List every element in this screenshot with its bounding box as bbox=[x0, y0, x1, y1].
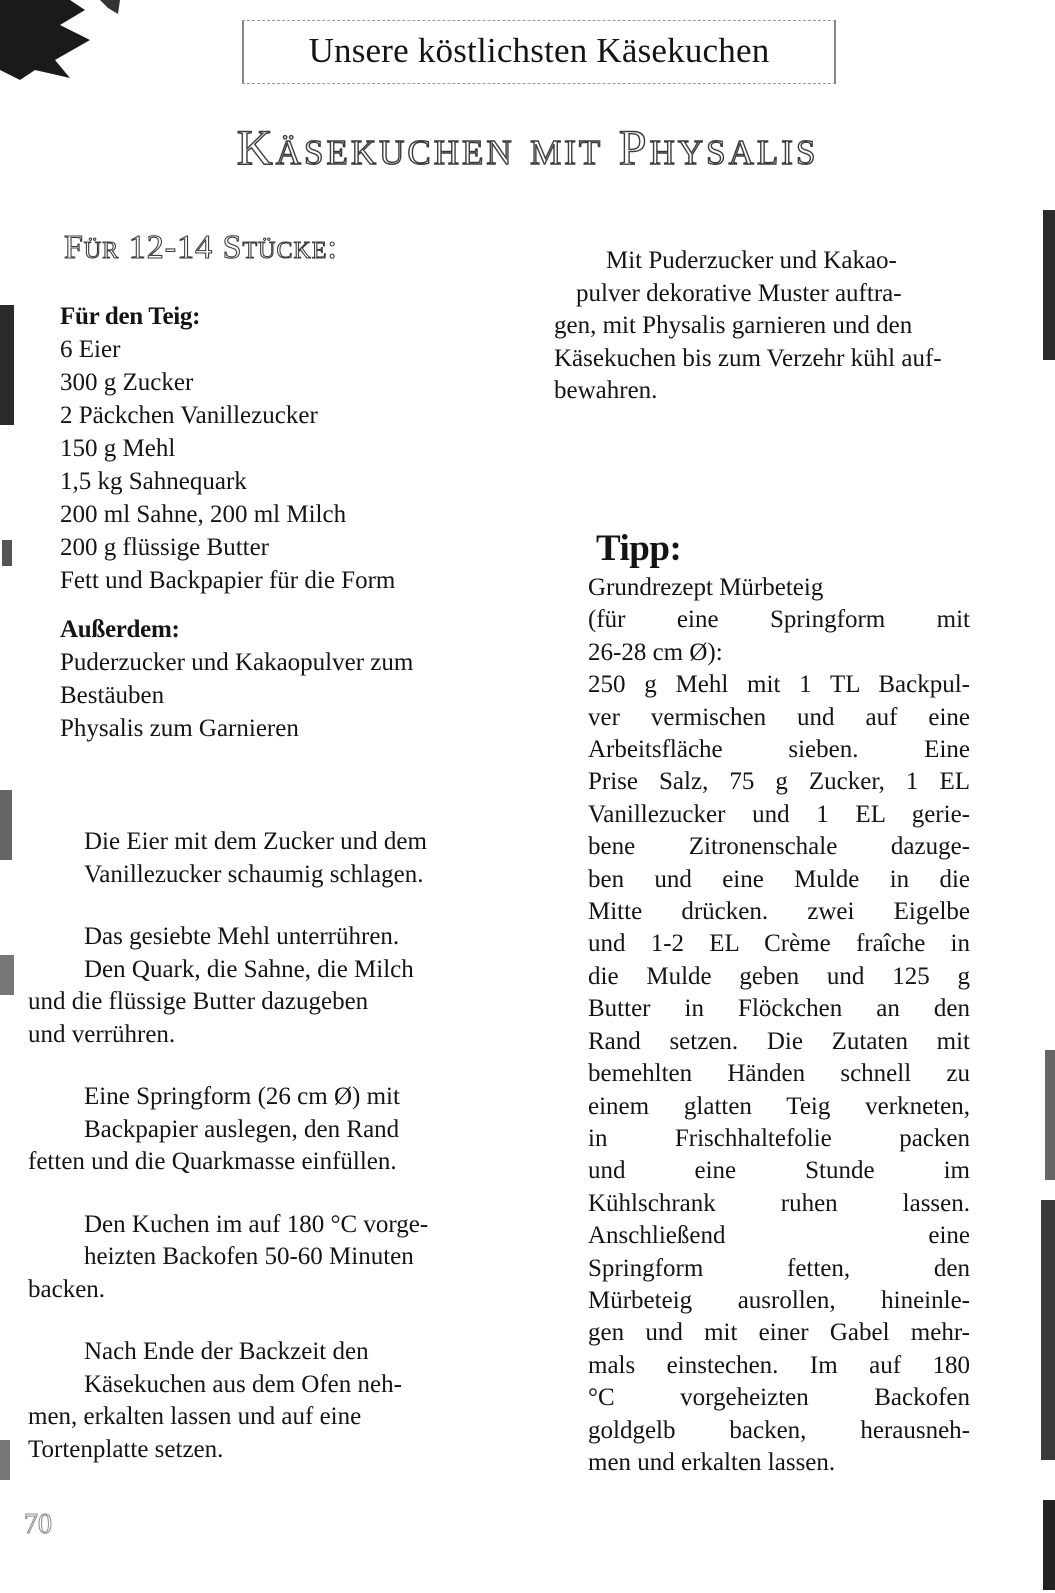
ingredient-item: 300 g Zucker bbox=[60, 369, 194, 396]
ingredients bbox=[60, 300, 520, 745]
extras-line: Bestäuben bbox=[60, 682, 165, 709]
ingredient-item: 150 g Mehl bbox=[60, 435, 176, 462]
instruction-step: Den Kuchen im auf 180 °C vorge- heizten Backofen 50-60 Minuten backen. bbox=[28, 1210, 429, 1303]
instruction-step: Nach Ende der Backzeit den Käsekuchen aus dem Ofen neh- men, erkalten lassen und auf eine Tortenplatte setzen. bbox=[28, 1338, 402, 1463]
scan-artifact-right-edge bbox=[1035, 0, 1055, 1593]
instruction-step: Das gesiebte Mehl unterrühren. bbox=[84, 923, 400, 950]
chapter-header bbox=[242, 20, 836, 84]
extras-line: Puderzucker und Kakaopulver zum bbox=[60, 649, 414, 676]
instruction-step: Die Eier mit dem Zucker und dem Vanillezucker schaumig schlagen. bbox=[84, 828, 427, 888]
scan-artifact-left-edge bbox=[0, 0, 20, 1593]
instruction-step: Den Quark, die Sahne, die Milch und die flüssige Butter dazugeben und verrühren. bbox=[28, 955, 414, 1048]
ingredient-item: 1,5 kg Sahnequark bbox=[60, 468, 247, 495]
ingredient-item: 200 ml Sahne, 200 ml Milch bbox=[60, 501, 347, 528]
ingredient-item: Fett und Backpapier für die Form bbox=[60, 567, 396, 594]
recipe-title: Käsekuchen mit Physalis bbox=[236, 119, 819, 175]
ingredient-item: 6 Eier bbox=[60, 336, 121, 363]
ingredient-item: 2 Päckchen Vanillezucker bbox=[60, 402, 318, 429]
tip-heading: Tipp: bbox=[596, 528, 682, 569]
instructions bbox=[28, 826, 498, 1496]
chapter-title: Unsere köstlichsten Käsekuchen bbox=[308, 31, 770, 70]
extras-line: Physalis zum Garnieren bbox=[60, 715, 299, 742]
extras-heading: Außerdem: bbox=[60, 616, 180, 643]
instruction-step-final: Mit Puderzucker und Kakao- pulver dekorative Muster auftra- gen, mit Physalis garnieren und den Käsekuchen bis zum Verzehr kühl auf- bewahren. bbox=[554, 247, 942, 404]
ingredient-item: 200 g flüssige Butter bbox=[60, 534, 270, 561]
instruction-step: Eine Springform (26 cm Ø) mit Backpapier auslegen, den Rand fetten und die Quarkmasse einfüllen. bbox=[28, 1083, 400, 1175]
dough-heading: Für den Teig: bbox=[60, 303, 201, 330]
yield-label: Für 12-14 Stücke: bbox=[64, 229, 338, 266]
tip-text: Grundrezept Mürbeteig (für eine Springform mit 26-28 cm Ø): 250 g Mehl mit 1 TL Backpul- ver vermischen und auf eine Arbeitsfläche sieben. Eine Prise Salz, 75 g Zucker, 1 EL Vanillezucker und 1 EL gerie- bene Zitronenschale dazuge- ben und eine Mulde in die Mitte drücken. zwei Eigelbe und 1-2 EL Crème fraîche in die Mulde geben und 125 g Butter in Flöckchen an den Rand setzen. Die Zutaten mit bemehlten Händen schnell zu einem glatten Teig verkneten, in Frischhaltefolie packen und eine Stunde im Kühlschrank ruhen lassen. Anschließend eine Springform fetten, den Mürbeteig ausrollen, hineinle- gen und mit einer Gabel mehr- mals einstechen. Im auf 180 °C vorgeheizten Backofen goldgelb backen, herausneh- men und erkalten lassen. bbox=[588, 574, 970, 1476]
page-number: 70 bbox=[24, 1509, 52, 1540]
